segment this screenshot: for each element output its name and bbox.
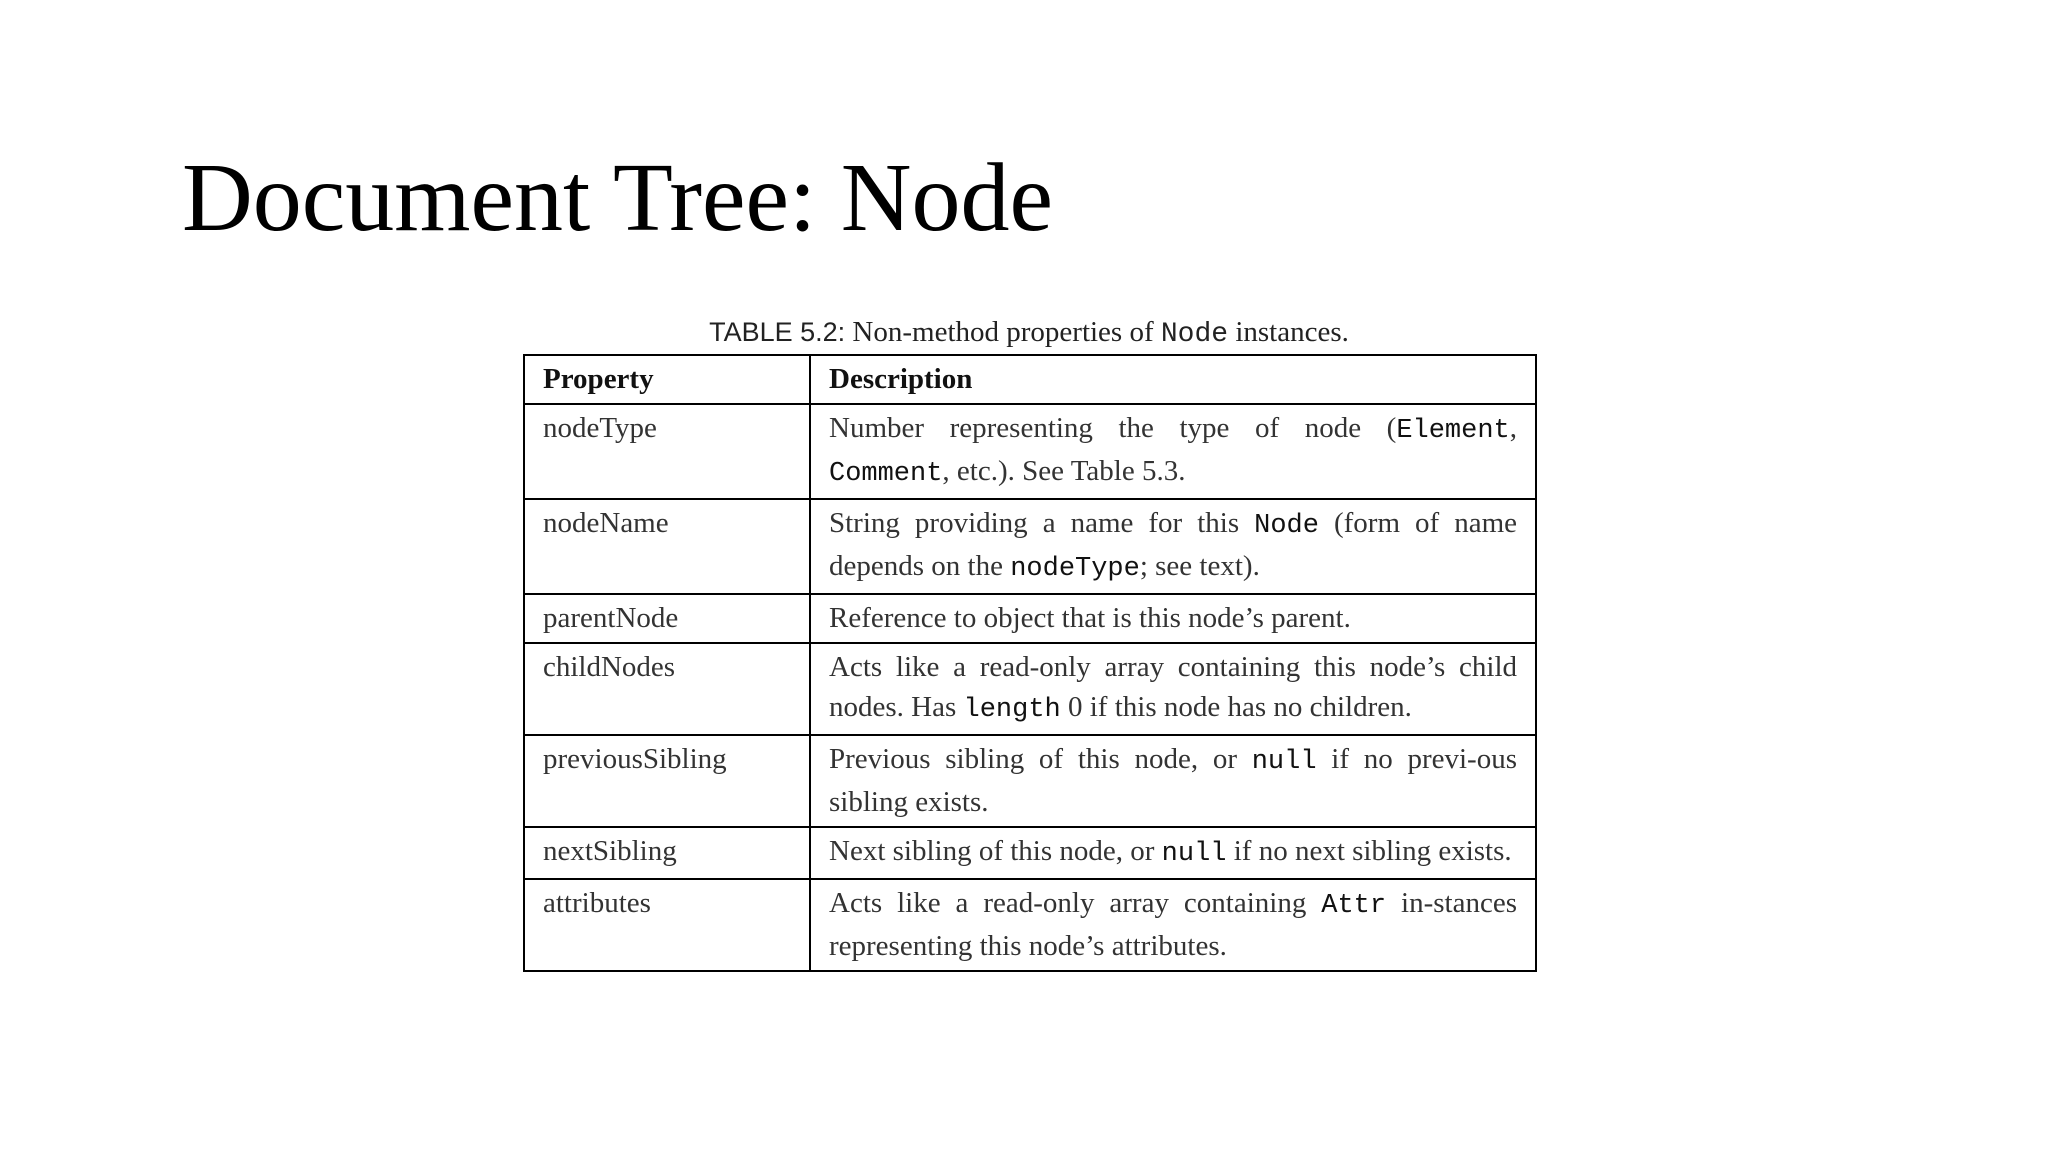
description-cell [810, 827, 1536, 879]
property-cell: previousSibling [524, 735, 810, 827]
table-row [524, 404, 1536, 499]
header-description: Description [810, 355, 1536, 404]
description-cell [810, 499, 1536, 594]
description-text: ; see text). [1139, 550, 1260, 582]
description-cell [810, 735, 1536, 827]
description-text: if no next sibling exists. [1226, 835, 1512, 867]
description-text: in-stances representing this node’s attributes. [829, 887, 1517, 962]
description-text: (form of name depends on the [829, 507, 1517, 582]
caption-code: Node [1160, 319, 1229, 350]
description-code: null [1251, 747, 1317, 777]
description-code: Comment [829, 459, 943, 489]
header-property: Property [524, 355, 810, 404]
description-text: Next sibling of this node, or [829, 835, 1162, 867]
table-header-row [524, 355, 1536, 404]
table-row [524, 594, 1536, 643]
description-code: Attr [1321, 891, 1387, 921]
table-caption [523, 316, 1535, 350]
property-cell: nodeType [524, 404, 810, 499]
table-row [524, 643, 1536, 735]
caption-text-end: instances. [1235, 316, 1349, 348]
description-text: if no previ-ous sibling exists. [829, 743, 1518, 818]
description-text: Previous sibling of this node, or [829, 743, 1252, 775]
property-cell: nextSibling [524, 827, 810, 879]
description-cell [810, 879, 1536, 971]
table-body [524, 404, 1536, 971]
property-cell: parentNode [524, 594, 810, 643]
property-cell: attributes [524, 879, 810, 971]
properties-table [523, 354, 1537, 972]
table-row [524, 879, 1536, 971]
property-cell: childNodes [524, 643, 810, 735]
description-text: Acts like a read-only array containing [829, 887, 1322, 919]
description-code: null [1161, 839, 1227, 869]
property-cell: nodeName [524, 499, 810, 594]
description-text: , [1509, 412, 1517, 444]
description-text: , etc.). See Table 5.3. [942, 455, 1186, 487]
description-text: Number representing the type of node ( [829, 412, 1397, 444]
table-row [524, 827, 1536, 879]
table-row [524, 499, 1536, 594]
caption-text: Non-method properties of [852, 316, 1154, 348]
description-code: length [963, 695, 1061, 725]
description-code: nodeType [1010, 554, 1140, 584]
table-row [524, 735, 1536, 827]
description-cell [810, 643, 1536, 735]
description-text: Reference to object that is this node’s parent. [829, 602, 1351, 634]
description-text: Acts like a read-only array containing this node’s child nodes. Has [829, 651, 1517, 723]
slide-title: Document Tree: Node [182, 144, 1053, 252]
table-figure [523, 316, 1535, 972]
description-code: Element [1396, 416, 1510, 446]
caption-label: TABLE 5.2: [709, 317, 846, 347]
description-text: 0 if this node has no children. [1060, 691, 1412, 723]
description-text: String providing a name for this [829, 507, 1255, 539]
description-cell [810, 594, 1536, 643]
description-cell [810, 404, 1536, 499]
description-code: Node [1254, 511, 1319, 541]
